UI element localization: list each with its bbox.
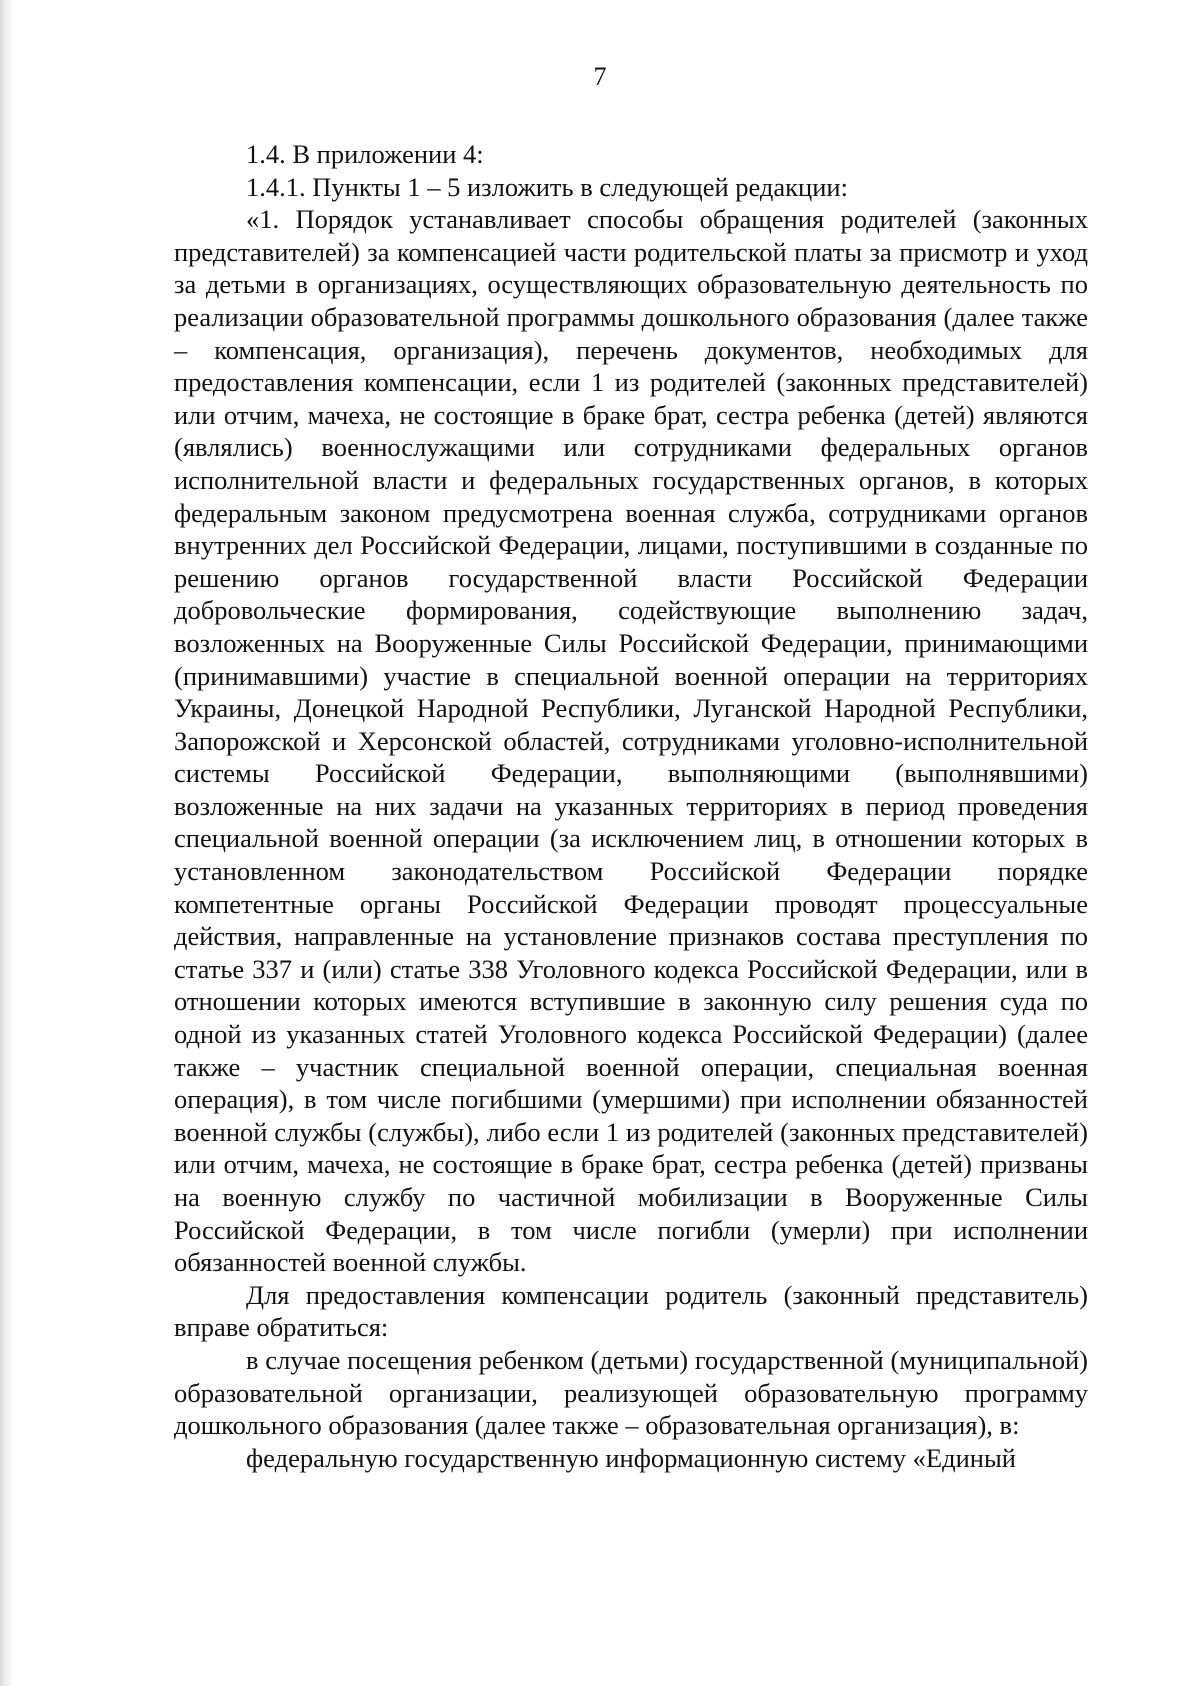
paragraph-item-1-4-1: 1.4.1. Пункты 1 – 5 изложить в следующей редакции:: [246, 171, 848, 202]
paragraph-compensation-request: Для предоставления компенсации родитель (законный представитель) вправе обратиться:: [174, 1279, 1088, 1343]
paragraph-case-attendance: в случае посещения ребенком (детьми) государственной (муниципальной) образовательной организации, реализующей образовательную программу дошкольного образования (далее также – образовательная организация), в:: [174, 1344, 1088, 1441]
paragraph-item-1-4: 1.4. В приложении 4:: [246, 139, 484, 169]
document-body: [174, 138, 1088, 1474]
scan-edge: [0, 0, 16, 1686]
paragraph-point-1: «1. Порядок устанавливает способы обращения родителей (законных представителей) за компенсацией части родительской платы за присмотр и уход за детьми в организациях, осуществляющих образовательную деятельность по реализации образовательной программы дошкольного образования (далее также – компенсация, организация), перечень документов, необходимых для предоставления компенсации, если 1 из родителей (законных представителей) или отчим, мачеха, не состоящие в браке брат, сестра ребенка (детей) являются (являлись) военнослужащими или сотрудниками федеральных органов исполнительной власти и федеральных государственных органов, в которых федеральным законом предусмотрена военная служба, сотрудниками органов внутренних дел Российской Федерации, лицами, поступившими в созданные по решению органов государственной власти Российской Федерации добровольческие формирования, содействующие выполнению задач, возложенных на Вооруженные Силы Российской Федерации, принимающими (принимавшими) участие в специальной военной операции на территориях Украины, Донецкой Народной Республики, Луганской Народной Республики, Запорожской и Херсонской областей, сотрудниками уголовно-исполнительной системы Российской Федерации, выполняющими (выполнявшими) возложенные на них задачи на указанных территориях в период проведения специальной военной операции (за исключением лиц, в отношении которых в установленном законодательством Российской Федерации порядке компетентные органы Российской Федерации проводят процессуальные действия, направленные на установление признаков состава преступления по статье 337 и (или) статье 338 Уголовного кодекса Российской Федерации, или в отношении которых имеются вступившие в законную силу решения суда по одной из указанных статей Уголовного кодекса Российской Федерации) (далее также – участник специальной военной операции, специальная военная операция), в том числе погибшими (умершими) при исполнении обязанностей военной службы (службы), либо если 1 из родителей (законных представителей) или отчим, мачеха, не состоящие в браке брат, сестра ребенка (детей) призваны на военную службу по частичной мобилизации в Вооруженные Силы Российской Федерации, в том числе погибли (умерли) при исполнении обязанностей военной службы.: [174, 204, 1088, 1278]
page-number: 7: [593, 62, 607, 91]
paragraph-federal-system: федеральную государственную информационную систему «Единый: [246, 1442, 1016, 1473]
